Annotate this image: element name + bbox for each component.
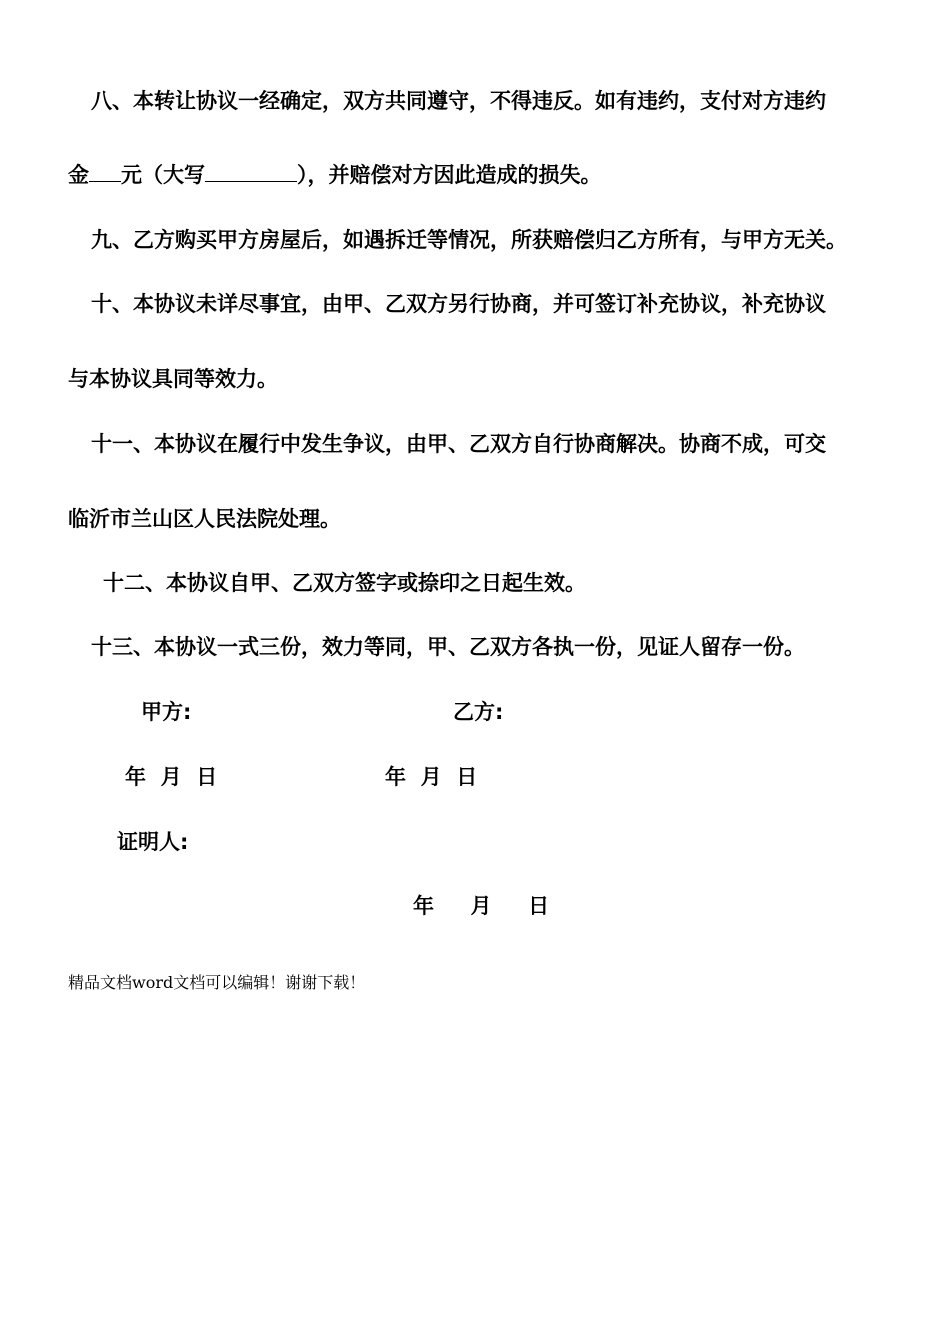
witness-date: 年 月 日 [413,894,550,918]
clause-8-line-1: 八、本转让协议一经确定，双方共同遵守，不得违反。如有违约，支付对方违约 [91,89,826,113]
party-b-label: 乙方: [453,700,504,724]
witness-label: 证明人: [117,830,189,854]
amount-blank [89,161,121,182]
clause-11-line-2: 临沂市兰山区人民法院处理。 [68,507,341,531]
clause-10-line-2: 与本协议具同等效力。 [68,367,278,391]
party-a-date: 年 月 日 [125,765,218,789]
party-a-label: 甲方: [141,700,192,724]
clause-13: 十三、本协议一式三份，效力等同，甲、乙双方各执一份，见证人留存一份。 [91,635,805,659]
clause-9: 九、乙方购买甲方房屋后，如遇拆迁等情况，所获赔偿归乙方所有，与甲方无关。 [91,228,847,252]
amount-words-blank [205,161,297,182]
clause-12: 十二、本协议自甲、乙双方签字或捺印之日起生效。 [103,571,586,595]
clause-8-prefix: 金 [68,163,89,187]
clause-8-mid: 元（大写 [121,163,205,187]
footer-note: 精品文档word文档可以编辑！谢谢下载！ [68,973,366,992]
clause-8-line-2 [68,161,602,189]
clause-8-suffix: ），并赔偿对方因此造成的损失。 [297,163,602,187]
clause-11-line-1: 十一、本协议在履行中发生争议，由甲、乙双方自行协商解决。协商不成，可交 [91,432,826,456]
party-b-date: 年 月 日 [385,765,478,789]
clause-10-line-1: 十、本协议未详尽事宜，由甲、乙双方另行协商，并可签订补充协议，补充协议 [91,292,826,316]
